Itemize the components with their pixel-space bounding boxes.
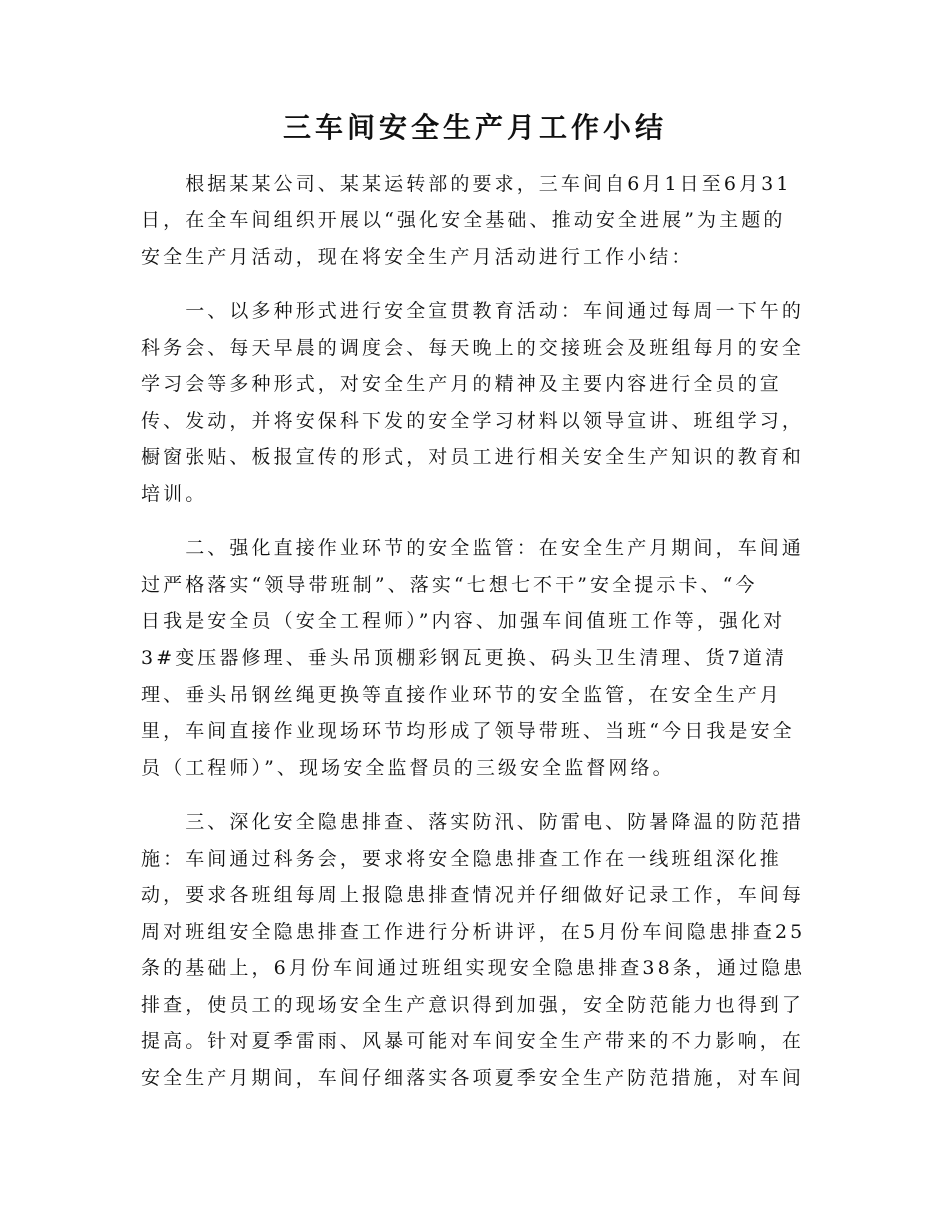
paragraph-3-line-6: 里，车间直接作业现场环节均形成了领导带班、当班“今日我是安全 — [141, 720, 795, 742]
paragraph-4-line-8: 安全生产月期间，车间仔细落实各项夏季安全生产防范措施，对车间 — [141, 1067, 805, 1089]
paragraph-1-line-3: 安全生产月活动，现在将安全生产月活动进行工作小结： — [141, 246, 694, 268]
paragraph-3-line-2: 过严格落实“领导带班制”、落实“七想七不干”安全提示卡、“今 — [141, 574, 758, 596]
paragraph-3-line-1: 二、强化直接作业环节的安全监管：在安全生产月期间，车间通 — [141, 537, 805, 559]
paragraph-3-line-7: 员（工程师）”、现场安全监督员的三级安全监督网络。 — [141, 757, 675, 779]
paragraph-4-line-4: 周对班组安全隐患排查工作进行分析讲评，在5月份车间隐患排查25 — [141, 921, 806, 943]
paragraph-1-line-1: 根据某某公司、某某运转部的要求，三车间自6月1日至6月31 — [141, 173, 792, 195]
paragraph-4-line-2: 施：车间通过科务会，要求将安全隐患排查工作在一线班组深化推 — [141, 848, 782, 870]
paragraph-2-line-2: 科务会、每天早晨的调度会、每天晚上的交接班会及班组每月的安全 — [141, 337, 805, 359]
paragraph-2-line-3: 学习会等多种形式，对安全生产月的精神及主要内容进行全员的宣 — [141, 373, 782, 395]
paragraph-4-line-7: 提高。针对夏季雷雨、风暴可能对车间安全生产带来的不力影响，在 — [141, 1030, 805, 1052]
paragraph-3-line-5: 理、垂头吊钢丝绳更换等直接作业环节的安全监管，在安全生产月 — [141, 684, 782, 706]
paragraph-4-line-1: 三、深化安全隐患排查、落实防汛、防雷电、防暑降温的防范措 — [141, 811, 805, 833]
paragraph-3-line-3: 日我是安全员（安全工程师）”内容、加强车间值班工作等，强化对 — [141, 610, 786, 632]
paragraph-4-line-3: 动，要求各班组每周上报隐患排查情况并仔细做好记录工作，车间每 — [141, 884, 805, 906]
paragraph-2-line-5: 橱窗张贴、板报宣传的形式，对员工进行相关安全生产知识的教育和 — [141, 446, 805, 468]
paragraph-1-line-2: 日，在全车间组织开展以“强化安全基础、推动安全进展”为主题的 — [141, 209, 786, 231]
document-title: 三车间安全生产月工作小结 — [282, 111, 667, 144]
paragraph-2-line-4: 传、发动，并将安保科下发的安全学习材料以领导宣讲、班组学习， — [141, 410, 805, 432]
paragraph-3-line-4: 3#变压器修理、垂头吊顶棚彩钢瓦更换、码头卫生清理、货7道清 — [141, 647, 788, 669]
paragraph-2-line-6: 培训。 — [141, 483, 208, 505]
paragraph-2-line-1: 一、以多种形式进行安全宣贯教育活动：车间通过每周一下午的 — [141, 300, 805, 322]
paragraph-4-line-5: 条的基础上，6月份车间通过班组实现安全隐患排查38条，通过隐患 — [141, 957, 806, 979]
paragraph-4-line-6: 排查，使员工的现场安全生产意识得到加强，安全防范能力也得到了 — [141, 994, 805, 1016]
